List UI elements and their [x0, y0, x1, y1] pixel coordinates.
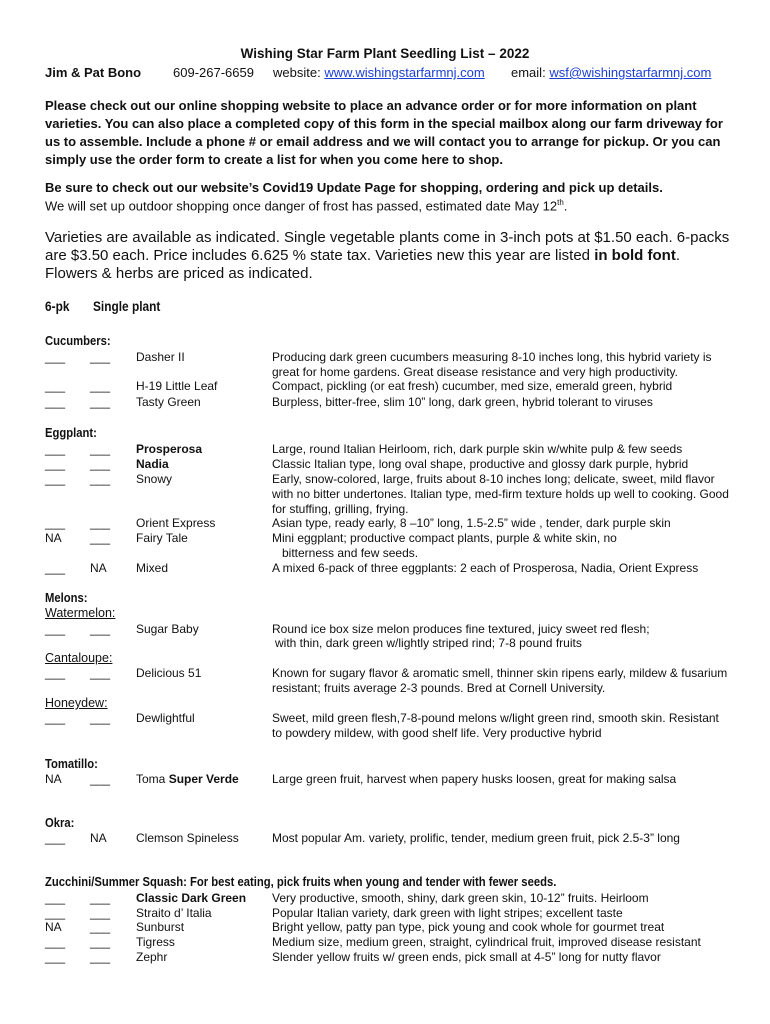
- six-pack-blank[interactable]: ___: [45, 622, 66, 636]
- subcategory-watermelon: Watermelon:: [45, 606, 116, 620]
- variety-description: Mini eggplant; productive compact plants, purple & white skin, no: [272, 531, 617, 545]
- column-header-single: Single plant: [93, 299, 161, 314]
- variety-name: Delicious 51: [136, 666, 202, 680]
- single-blank[interactable]: ___: [90, 395, 111, 409]
- single-blank[interactable]: ___: [90, 442, 111, 456]
- variety-description: Producing dark green cucumbers measuring 8-10 inches long, this hybrid variety is great for home gardens. Great disease resistance and very high productivity.: [272, 350, 712, 379]
- variety-description: Classic Italian type, long oval shape, productive and glossy dark purple, hybrid: [272, 457, 689, 471]
- variety-name: Dasher II: [136, 350, 185, 364]
- single-blank[interactable]: ___: [90, 350, 111, 364]
- covid-normal-text: We will set up outdoor shopping once danger of frost has passed, estimated date May 12: [45, 198, 558, 214]
- variety-description: Bright yellow, patty pan type, pick young and cook whole for gourmet treat: [272, 920, 665, 934]
- category-tomatillo: Tomatillo:: [45, 757, 98, 771]
- covid-notice: Be sure to check out our website’s Covid19 Update Page for shopping, ordering and pick up details. We will set up outdoor shopping once danger of frost has passed, estimated date May 12th.: [45, 180, 663, 214]
- pricing-paragraph: Varieties are available as indicated. Single vegetable plants come in 3-inch pots at $1.50 each. 6-packs are $3.50 each. Price includes 6.625 % state tax. Varieties new this year are listed in bold font. Flowers & herbs are priced as indicated.: [45, 229, 730, 282]
- single-blank[interactable]: ___: [90, 891, 111, 905]
- variety-description: Round ice box size melon produces fine textured, juicy sweet red flesh;: [272, 622, 650, 636]
- variety-description: Known for sugary flavor & aromatic smell, thinner skin ripens early, mildew & fusarium resistant; fruits average 2-3 pounds. Bred at Cornell University.: [272, 666, 728, 695]
- category-eggplant: Eggplant:: [45, 426, 97, 440]
- variety-name: H-19 Little Leaf: [136, 379, 218, 393]
- variety-name: Zephr: [136, 950, 168, 964]
- single-blank[interactable]: ___: [90, 622, 111, 636]
- phone-number: 609-267-6659: [173, 65, 254, 80]
- six-pack-blank[interactable]: ___: [45, 561, 66, 575]
- category-zucchini: Zucchini/Summer Squash: For best eating, pick fruits when young and tender with fewer seeds.: [45, 875, 557, 889]
- six-pack-blank[interactable]: ___: [45, 442, 66, 456]
- variety-description: Asian type, ready early, 8 –10” long, 1.5-2.5” wide , tender, dark purple skin: [272, 516, 671, 530]
- website-label: website:: [273, 65, 321, 80]
- variety-description: Large green fruit, harvest when papery husks loosen, great for making salsa: [272, 772, 677, 786]
- variety-name: Sunburst: [136, 920, 185, 934]
- variety-description: A mixed 6-pack of three eggplants: 2 each of Prosperosa, Nadia, Orient Express: [272, 561, 699, 575]
- email-link[interactable]: wsf@wishingstarfarmnj.com: [549, 65, 712, 80]
- variety-name: Tasty Green: [136, 395, 201, 409]
- six-pack-blank[interactable]: ___: [45, 831, 66, 845]
- single-blank[interactable]: ___: [90, 906, 111, 920]
- single-blank[interactable]: ___: [90, 935, 111, 949]
- website-line: [273, 65, 485, 80]
- variety-description: Medium size, medium green, straight, cylindrical fruit, improved disease resistant: [272, 935, 701, 949]
- category-okra: Okra:: [45, 816, 75, 830]
- variety-name: Nadia: [136, 457, 169, 471]
- variety-description: Burpless, bitter-free, slim 10” long, dark green, hybrid tolerant to viruses: [272, 395, 653, 409]
- page-title: Wishing Star Farm Plant Seedling List – 2022: [240, 46, 530, 61]
- single-blank[interactable]: ___: [90, 531, 111, 545]
- six-pack-blank[interactable]: ___: [45, 395, 66, 409]
- six-pack-blank[interactable]: ___: [45, 711, 66, 725]
- single-blank[interactable]: ___: [90, 920, 111, 934]
- six-pack-blank[interactable]: ___: [45, 666, 66, 680]
- variety-name: Toma Super Verde: [136, 772, 239, 786]
- single-blank[interactable]: ___: [90, 457, 111, 471]
- six-pack-blank[interactable]: ___: [45, 472, 66, 486]
- six-pack-blank[interactable]: ___: [45, 950, 66, 964]
- email-label: email:: [511, 65, 546, 80]
- single-blank: NA: [90, 831, 107, 845]
- variety-description: bitterness and few seeds.: [282, 546, 419, 560]
- variety-description: Most popular Am. variety, prolific, tender, medium green fruit, pick 2.5-3” long: [272, 831, 680, 845]
- single-blank[interactable]: ___: [90, 516, 111, 530]
- six-pack-blank[interactable]: ___: [45, 350, 66, 364]
- covid-bold-text: Be sure to check out our website’s Covid19 Update Page for shopping, ordering and pick up details.: [45, 180, 663, 195]
- email-line: [511, 65, 711, 80]
- variety-name: Straito d’ Italia: [136, 906, 212, 920]
- variety-name: Orient Express: [136, 516, 216, 530]
- column-header-6pk: 6-pk: [45, 299, 70, 314]
- intro-paragraph: Please check out our online shopping website to place an advance order or for more information on plant varieties. You can also place a completed copy of this form in the special mailbox along our farm driveway for us to assemble. Include a phone # or email address and we will contact you to arrange for pickup. Or you can simply use the order form to create a list for when you come here to shop.: [45, 98, 723, 167]
- six-pack-blank[interactable]: ___: [45, 379, 66, 393]
- six-pack-blank[interactable]: ___: [45, 516, 66, 530]
- variety-description: Large, round Italian Heirloom, rich, dark purple skin w/white pulp & few seeds: [272, 442, 683, 456]
- variety-name: Mixed: [136, 561, 169, 575]
- six-pack-blank: NA: [45, 531, 62, 545]
- single-blank[interactable]: ___: [90, 711, 111, 725]
- single-blank[interactable]: ___: [90, 379, 111, 393]
- subcategory-cantaloupe: Cantaloupe:: [45, 651, 113, 665]
- six-pack-blank: NA: [45, 772, 62, 786]
- six-pack-blank[interactable]: ___: [45, 906, 66, 920]
- subcategory-honeydew: Honeydew:: [45, 696, 108, 710]
- six-pack-blank: NA: [45, 920, 62, 934]
- variety-description: Popular Italian variety, dark green with light stripes; excellent taste: [272, 906, 623, 920]
- single-blank[interactable]: ___: [90, 666, 111, 680]
- category-melons: Melons:: [45, 591, 88, 605]
- single-blank[interactable]: ___: [90, 950, 111, 964]
- bold-note: in bold font: [594, 247, 676, 264]
- single-blank[interactable]: ___: [90, 772, 111, 786]
- six-pack-blank[interactable]: ___: [45, 935, 66, 949]
- variety-description: Very productive, smooth, shiny, dark green skin, 10-12” fruits. Heirloom: [272, 891, 649, 905]
- website-link[interactable]: www.wishingstarfarmnj.com: [324, 65, 485, 80]
- variety-name: Dewlightful: [136, 711, 195, 725]
- variety-name: Fairy Tale: [136, 531, 188, 545]
- owners-name: Jim & Pat Bono: [45, 65, 142, 80]
- variety-name: Snowy: [136, 472, 173, 486]
- six-pack-blank[interactable]: ___: [45, 457, 66, 471]
- variety-name: Prosperosa: [136, 442, 203, 456]
- variety-description: Early, snow-colored, large, fruits about 8-10 inches long; delicate, sweet, mild flavor with no bitter undertones. Italian type, med-firm texture holds up well to cooking. Good for stuffing, grilling, frying.: [272, 472, 729, 516]
- variety-description: Sweet, mild green flesh,7-8-pound melons w/light green rind, smooth skin. Resistant to powdery mildew, with good shelf life. Very productive hybrid: [272, 711, 719, 740]
- variety-name: Sugar Baby: [136, 622, 199, 636]
- variety-description: Slender yellow fruits w/ green ends, pick small at 4-5” long for nutty flavor: [272, 950, 661, 964]
- variety-name: Classic Dark Green: [136, 891, 247, 905]
- category-cucumbers: Cucumbers:: [45, 334, 111, 348]
- single-blank[interactable]: ___: [90, 472, 111, 486]
- variety-name: Tigress: [136, 935, 175, 949]
- variety-name: Clemson Spineless: [136, 831, 239, 845]
- variety-description: with thin, dark green w/lightly striped rind; 7-8 pound fruits: [275, 636, 582, 650]
- variety-description: Compact, pickling (or eat fresh) cucumber, med size, emerald green, hybrid: [272, 379, 673, 393]
- six-pack-blank[interactable]: ___: [45, 891, 66, 905]
- single-blank: NA: [90, 561, 107, 575]
